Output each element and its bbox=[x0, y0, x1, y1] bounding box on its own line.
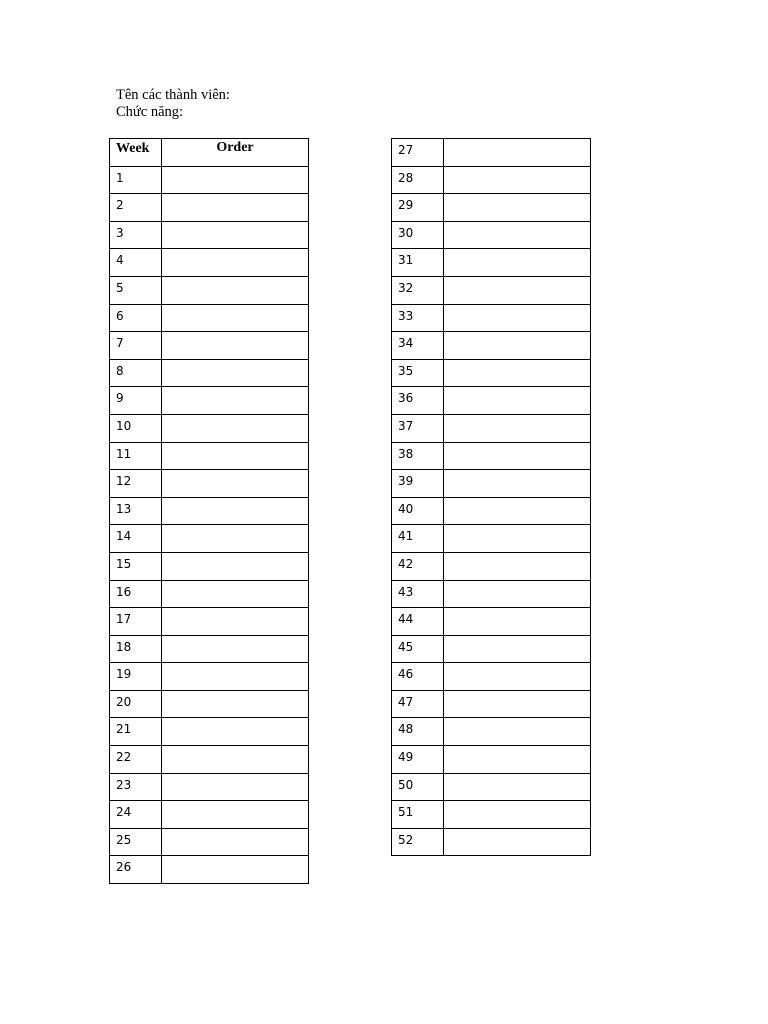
week-number-cell: 32 bbox=[392, 276, 444, 304]
order-cell[interactable] bbox=[162, 635, 309, 663]
week-column-header: Week bbox=[110, 139, 162, 167]
order-cell[interactable] bbox=[444, 276, 591, 304]
week-number-cell: 37 bbox=[392, 414, 444, 442]
order-cell[interactable] bbox=[162, 608, 309, 636]
week-number-cell: 31 bbox=[392, 249, 444, 277]
order-cell[interactable] bbox=[162, 470, 309, 498]
order-cell[interactable] bbox=[162, 828, 309, 856]
week-number-cell: 48 bbox=[392, 718, 444, 746]
week-number-cell: 16 bbox=[110, 580, 162, 608]
table-row bbox=[392, 387, 591, 415]
weeks-table-left bbox=[109, 138, 309, 884]
table-row bbox=[110, 221, 309, 249]
table-row bbox=[110, 552, 309, 580]
order-cell[interactable] bbox=[162, 690, 309, 718]
order-cell[interactable] bbox=[444, 194, 591, 222]
table-row bbox=[392, 801, 591, 829]
order-cell[interactable] bbox=[444, 221, 591, 249]
week-number-cell: 42 bbox=[392, 552, 444, 580]
order-cell[interactable] bbox=[162, 221, 309, 249]
table-row bbox=[392, 635, 591, 663]
week-number-cell: 7 bbox=[110, 332, 162, 360]
order-cell[interactable] bbox=[162, 580, 309, 608]
table-row bbox=[392, 276, 591, 304]
table-row bbox=[110, 166, 309, 194]
week-number-cell: 49 bbox=[392, 746, 444, 774]
week-number-cell: 40 bbox=[392, 497, 444, 525]
week-number-cell: 34 bbox=[392, 332, 444, 360]
table-row bbox=[392, 828, 591, 856]
order-cell[interactable] bbox=[162, 497, 309, 525]
table-row bbox=[110, 304, 309, 332]
week-number-cell: 6 bbox=[110, 304, 162, 332]
table-row bbox=[110, 387, 309, 415]
order-cell[interactable] bbox=[162, 359, 309, 387]
week-number-cell: 30 bbox=[392, 221, 444, 249]
table-row bbox=[110, 801, 309, 829]
table-row bbox=[392, 663, 591, 691]
order-cell[interactable] bbox=[162, 387, 309, 415]
table-row bbox=[110, 442, 309, 470]
table-row bbox=[110, 414, 309, 442]
week-number-cell: 45 bbox=[392, 635, 444, 663]
table-row bbox=[392, 139, 591, 167]
table-row bbox=[392, 249, 591, 277]
order-cell[interactable] bbox=[444, 663, 591, 691]
week-number-cell: 18 bbox=[110, 635, 162, 663]
order-cell[interactable] bbox=[162, 414, 309, 442]
week-number-cell: 20 bbox=[110, 690, 162, 718]
week-number-cell: 3 bbox=[110, 221, 162, 249]
week-number-cell: 35 bbox=[392, 359, 444, 387]
order-cell[interactable] bbox=[444, 690, 591, 718]
order-cell[interactable] bbox=[444, 580, 591, 608]
order-cell[interactable] bbox=[162, 166, 309, 194]
order-cell[interactable] bbox=[444, 470, 591, 498]
table-row bbox=[110, 249, 309, 277]
week-number-cell: 19 bbox=[110, 663, 162, 691]
order-cell[interactable] bbox=[162, 856, 309, 884]
week-number-cell: 51 bbox=[392, 801, 444, 829]
week-number-cell: 33 bbox=[392, 304, 444, 332]
table-row bbox=[110, 332, 309, 360]
week-number-cell: 23 bbox=[110, 773, 162, 801]
week-number-cell: 27 bbox=[392, 139, 444, 167]
order-cell[interactable] bbox=[162, 746, 309, 774]
table-row bbox=[110, 663, 309, 691]
table-row bbox=[392, 442, 591, 470]
table-row bbox=[110, 276, 309, 304]
weeks-table-right-body bbox=[392, 139, 591, 856]
week-number-cell: 44 bbox=[392, 608, 444, 636]
week-number-cell: 24 bbox=[110, 801, 162, 829]
order-cell[interactable] bbox=[444, 414, 591, 442]
table-row bbox=[392, 221, 591, 249]
week-number-cell: 9 bbox=[110, 387, 162, 415]
table-row bbox=[110, 856, 309, 884]
table-row bbox=[392, 414, 591, 442]
order-cell[interactable] bbox=[444, 332, 591, 360]
table-row bbox=[392, 194, 591, 222]
order-cell[interactable] bbox=[444, 773, 591, 801]
document-header bbox=[116, 87, 230, 121]
week-number-cell: 4 bbox=[110, 249, 162, 277]
week-number-cell: 21 bbox=[110, 718, 162, 746]
table-row bbox=[392, 580, 591, 608]
table-row bbox=[392, 718, 591, 746]
week-number-cell: 28 bbox=[392, 166, 444, 194]
week-number-cell: 12 bbox=[110, 470, 162, 498]
table-row bbox=[110, 497, 309, 525]
weeks-table-right bbox=[391, 138, 591, 856]
order-cell[interactable] bbox=[444, 608, 591, 636]
week-number-cell: 15 bbox=[110, 552, 162, 580]
order-cell[interactable] bbox=[444, 442, 591, 470]
order-cell[interactable] bbox=[444, 552, 591, 580]
table-row bbox=[110, 718, 309, 746]
order-cell[interactable] bbox=[444, 497, 591, 525]
week-number-cell: 17 bbox=[110, 608, 162, 636]
table-row bbox=[392, 470, 591, 498]
week-number-cell: 2 bbox=[110, 194, 162, 222]
week-number-cell: 41 bbox=[392, 525, 444, 553]
order-cell[interactable] bbox=[444, 139, 591, 167]
order-cell[interactable] bbox=[444, 718, 591, 746]
order-cell[interactable] bbox=[162, 332, 309, 360]
table-row bbox=[110, 635, 309, 663]
table-row bbox=[110, 608, 309, 636]
week-number-cell: 5 bbox=[110, 276, 162, 304]
week-number-cell: 1 bbox=[110, 166, 162, 194]
order-column-header: Order bbox=[162, 139, 309, 167]
table-row bbox=[110, 828, 309, 856]
order-cell[interactable] bbox=[444, 249, 591, 277]
table-row bbox=[392, 359, 591, 387]
order-cell[interactable] bbox=[162, 304, 309, 332]
order-cell[interactable] bbox=[444, 387, 591, 415]
week-number-cell: 38 bbox=[392, 442, 444, 470]
week-number-cell: 10 bbox=[110, 414, 162, 442]
week-number-cell: 8 bbox=[110, 359, 162, 387]
table-row bbox=[110, 690, 309, 718]
table-row bbox=[110, 746, 309, 774]
week-number-cell: 26 bbox=[110, 856, 162, 884]
table-row bbox=[392, 304, 591, 332]
week-number-cell: 52 bbox=[392, 828, 444, 856]
week-number-cell: 50 bbox=[392, 773, 444, 801]
order-cell[interactable] bbox=[162, 249, 309, 277]
table-row bbox=[110, 359, 309, 387]
weeks-table-left-body bbox=[110, 139, 309, 884]
table-row bbox=[110, 580, 309, 608]
table-row bbox=[392, 166, 591, 194]
order-cell[interactable] bbox=[162, 276, 309, 304]
week-number-cell: 29 bbox=[392, 194, 444, 222]
week-number-cell: 43 bbox=[392, 580, 444, 608]
week-number-cell: 14 bbox=[110, 525, 162, 553]
week-number-cell: 46 bbox=[392, 663, 444, 691]
table-header-row bbox=[110, 139, 309, 167]
order-cell[interactable] bbox=[444, 746, 591, 774]
week-number-cell: 39 bbox=[392, 470, 444, 498]
order-cell[interactable] bbox=[162, 773, 309, 801]
week-number-cell: 22 bbox=[110, 746, 162, 774]
week-number-cell: 25 bbox=[110, 828, 162, 856]
order-cell[interactable] bbox=[162, 442, 309, 470]
order-cell[interactable] bbox=[444, 635, 591, 663]
table-row bbox=[110, 773, 309, 801]
order-cell[interactable] bbox=[444, 525, 591, 553]
table-row bbox=[392, 497, 591, 525]
order-cell[interactable] bbox=[444, 828, 591, 856]
week-number-cell: 13 bbox=[110, 497, 162, 525]
table-row bbox=[392, 525, 591, 553]
order-cell[interactable] bbox=[162, 663, 309, 691]
table-row bbox=[392, 773, 591, 801]
week-number-cell: 47 bbox=[392, 690, 444, 718]
order-cell[interactable] bbox=[444, 359, 591, 387]
order-cell[interactable] bbox=[162, 194, 309, 222]
order-cell[interactable] bbox=[162, 801, 309, 829]
order-cell[interactable] bbox=[162, 718, 309, 746]
order-cell[interactable] bbox=[444, 304, 591, 332]
function-label: Chức năng: bbox=[116, 104, 184, 120]
table-row bbox=[110, 470, 309, 498]
order-cell[interactable] bbox=[162, 552, 309, 580]
table-row bbox=[392, 690, 591, 718]
table-row bbox=[392, 552, 591, 580]
week-number-cell: 11 bbox=[110, 442, 162, 470]
table-row bbox=[110, 194, 309, 222]
table-row bbox=[392, 608, 591, 636]
members-label: Tên các thành viên: bbox=[116, 87, 230, 103]
table-row bbox=[110, 525, 309, 553]
week-number-cell: 36 bbox=[392, 387, 444, 415]
table-row bbox=[392, 746, 591, 774]
order-cell[interactable] bbox=[444, 801, 591, 829]
table-row bbox=[392, 332, 591, 360]
order-cell[interactable] bbox=[444, 166, 591, 194]
order-cell[interactable] bbox=[162, 525, 309, 553]
